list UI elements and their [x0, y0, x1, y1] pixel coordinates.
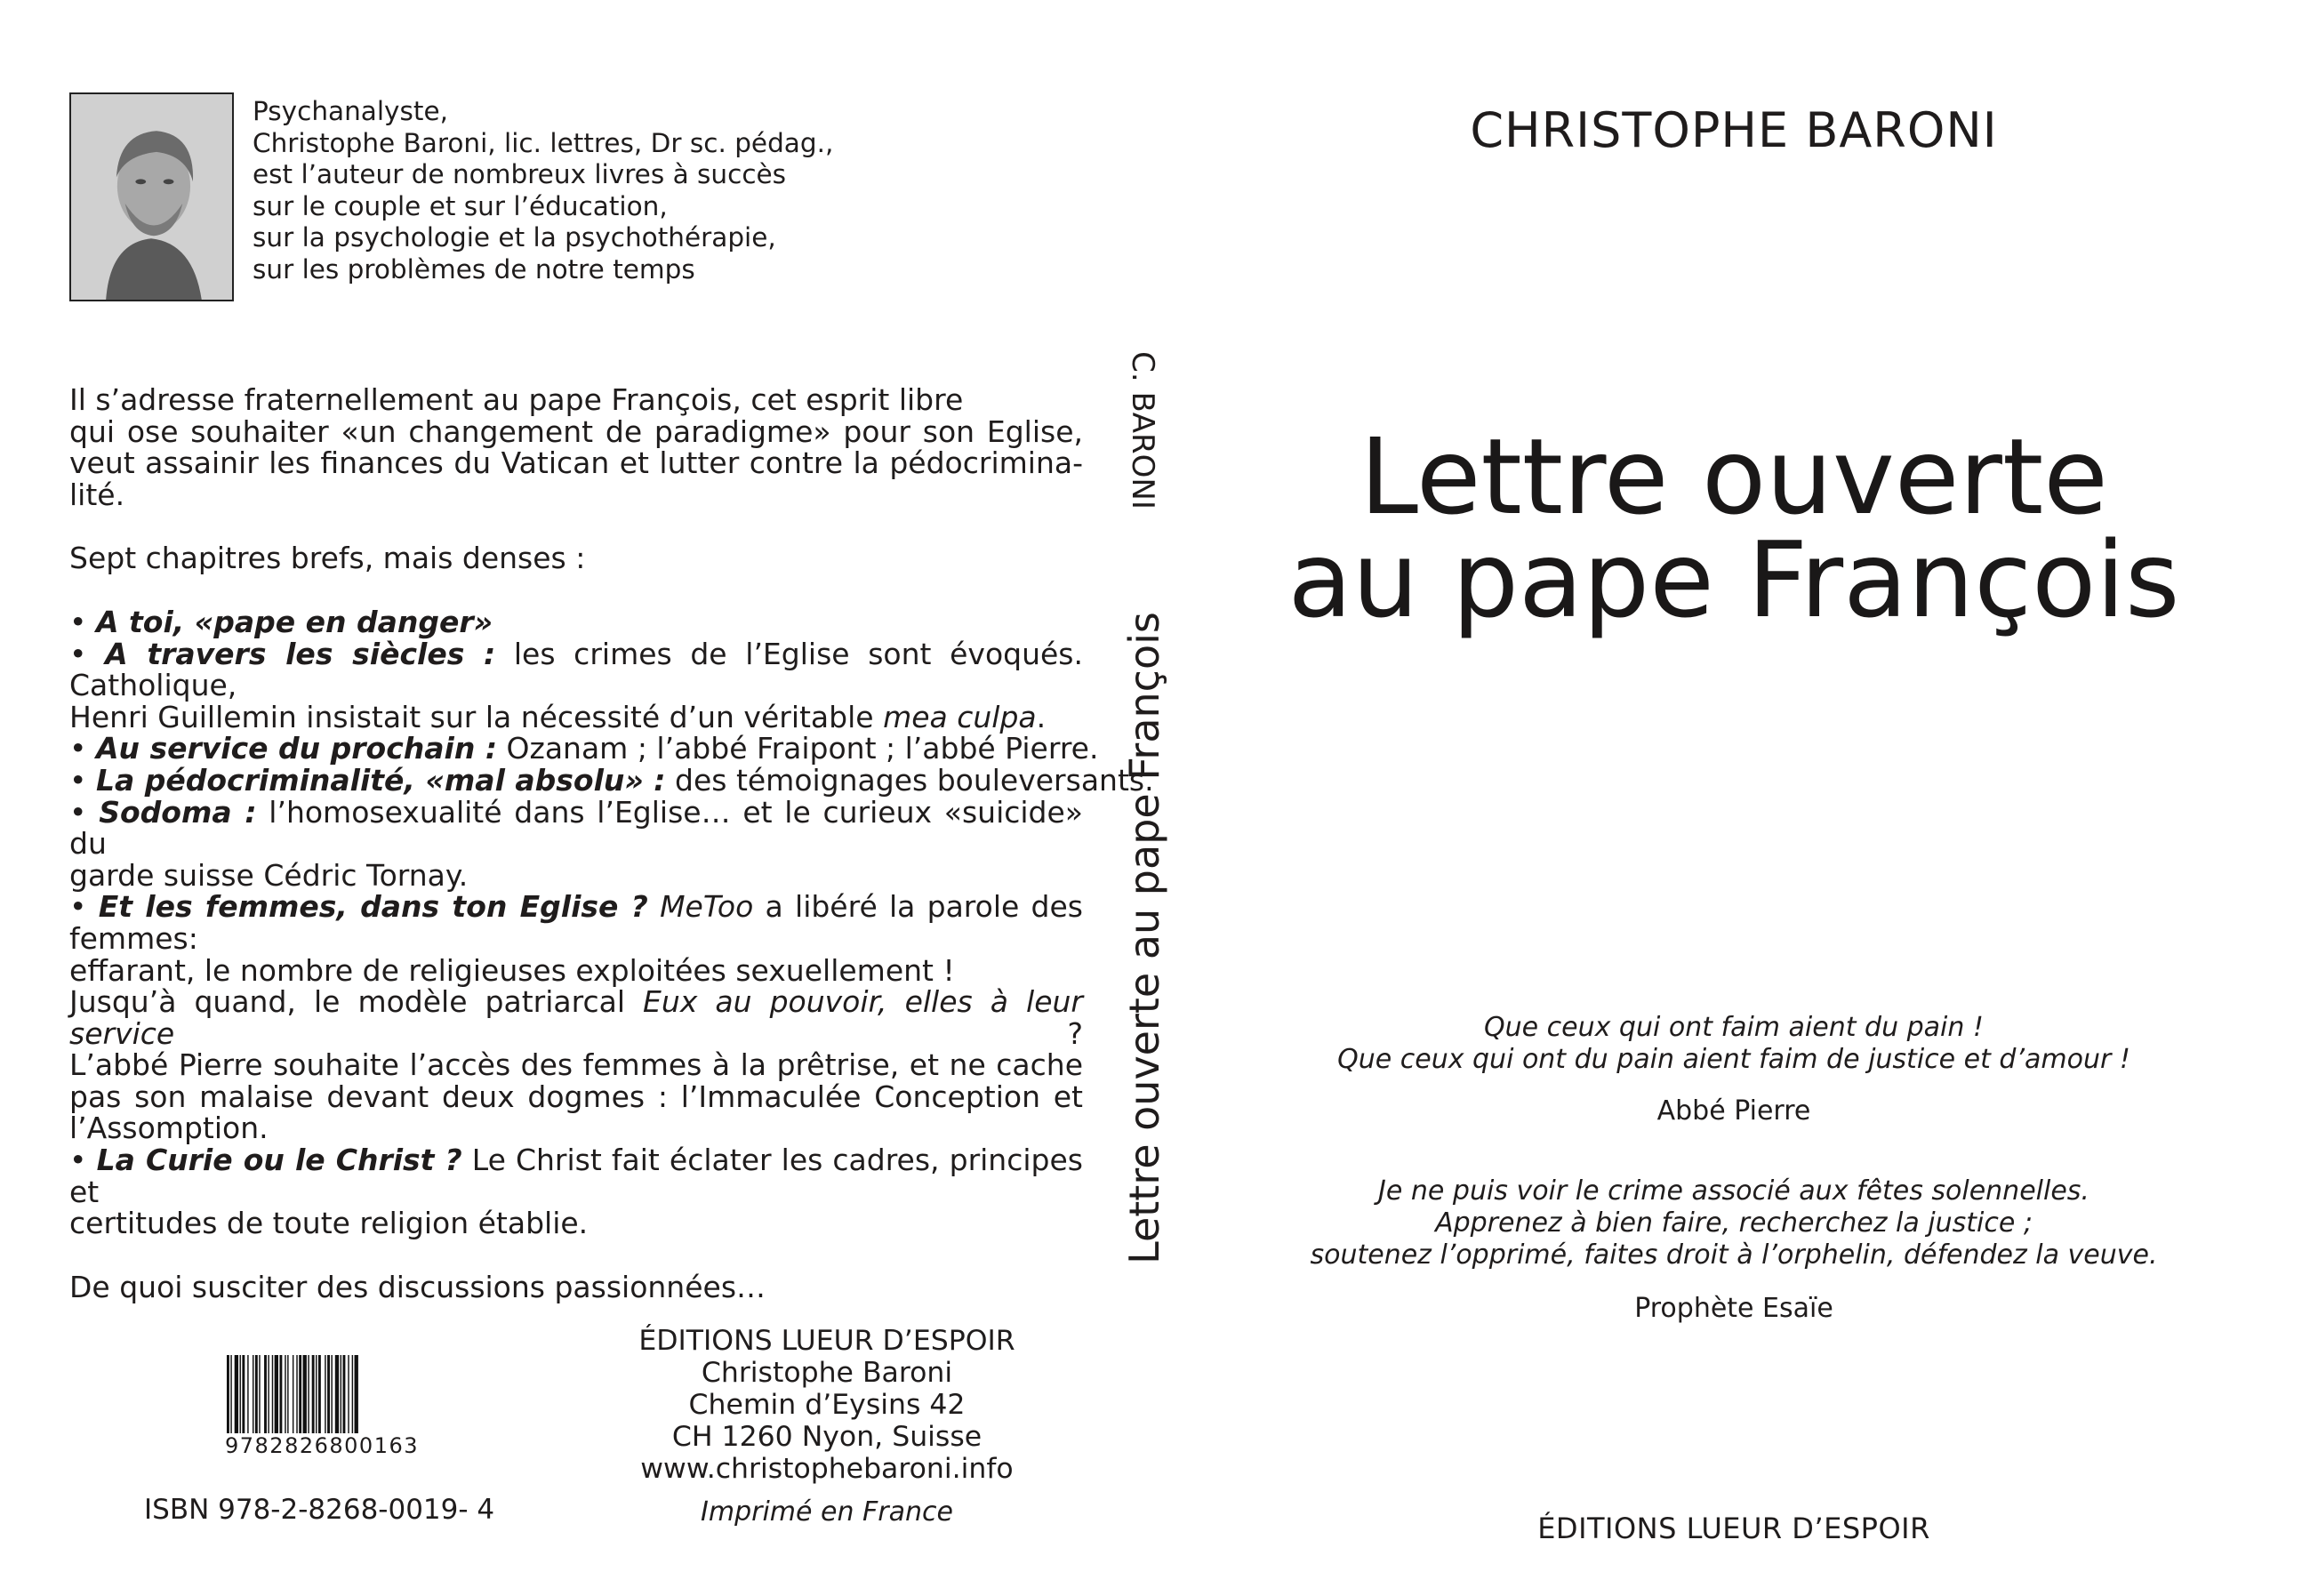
chapter-title: La Curie ou le Christ ?: [96, 1143, 462, 1178]
publisher-address: [622, 1325, 1031, 1485]
epigraph-attribution: Abbé Pierre: [1656, 1095, 1811, 1127]
bullet: •: [69, 604, 87, 639]
isbn: ISBN 978-2-8268-0019- 4: [144, 1494, 495, 1526]
quote-line: soutenez l’opprimé, faites droit à l’orphelin, défendez la veuve.: [1310, 1239, 2158, 1271]
chapter-text: des témoignages bouleversants.: [665, 762, 1154, 798]
bullet: •: [69, 731, 87, 766]
chapter-item: [69, 794, 1083, 862]
chapter-emphasis: Eux au pouvoir, elles à leur service: [69, 984, 1083, 1051]
chapter-line: effarant, le nombre de religieuses exploitées sexuellement !: [69, 952, 955, 988]
chapter-item: [69, 606, 1083, 638]
author-photo: [69, 92, 234, 301]
chapter-text: Ozanam ; l’abbé Fraipont ; l’abbé Pierre.: [497, 731, 1099, 766]
chapter-title: Au service du prochain :: [95, 731, 498, 766]
chapter-title: La pédocriminalité, «mal absolu» :: [95, 762, 666, 798]
intro-line: veut assainir les finances du Vatican et lutter contre la pédocrimina-: [69, 445, 1083, 481]
publisher-street: Chemin d’Eysins 42: [688, 1389, 966, 1421]
chapter-title: Sodoma :: [99, 794, 257, 830]
quote-line: Que ceux qui ont faim aient du pain !: [1484, 1012, 1984, 1043]
chapter-text: ?: [174, 1015, 1083, 1051]
chapter-line: L’abbé Pierre souhaite l’accès des femmes à la prêtrise, et ne cache: [69, 1047, 1083, 1083]
closing-line: De quoi susciter des discussions passionnées…: [69, 1269, 766, 1304]
chapter-item: [69, 638, 1083, 702]
front-publisher: ÉDITIONS LUEUR D’ESPOIR: [1537, 1512, 1930, 1545]
chapter-text: .: [1036, 699, 1047, 734]
spine-title: Lettre ouverte au pape François: [1120, 612, 1168, 1264]
spine-author: C. BARONI: [1125, 351, 1160, 509]
bio-line: sur les problèmes de notre temps: [253, 253, 695, 285]
chapter-line: [69, 699, 1083, 734]
bio-line: sur la psychologie et la psychothérapie,: [253, 222, 776, 253]
title-line: Lettre ouverte: [1360, 415, 2108, 538]
chapter-line: garde suisse Cédric Tornay.: [69, 857, 469, 893]
bio-line: Psychanalyste,: [253, 96, 448, 126]
chapter-title: A travers les siècles :: [105, 636, 496, 671]
chapter-text: les crimes de l’Eglise sont évoqués. Catholique,: [69, 636, 1083, 703]
bullet: •: [69, 794, 87, 830]
chapter-item: [69, 891, 1083, 954]
chapter-line: certitudes de toute religion établie.: [69, 1206, 589, 1241]
bio-line: sur le couple et sur l’éducation,: [253, 190, 668, 221]
chapter-item: [69, 762, 1154, 798]
epigraph-attribution: Prophète Esaïe: [1634, 1293, 1833, 1324]
quote-line: Je ne puis voir le crime associé aux fêtes solennelles.: [1378, 1175, 2089, 1207]
chapter-emphasis: mea culpa: [883, 699, 1037, 734]
bio-line: Christophe Baroni, lic. lettres, Dr sc. pédag.,: [253, 127, 834, 158]
epigraph-quote: [1280, 1175, 2187, 1271]
barcode-digits: 9782826800163: [225, 1433, 420, 1458]
publisher-city: CH 1260 Nyon, Suisse: [671, 1421, 983, 1453]
chapter-text: Henri Guillemin insistait sur la nécessité d’un véritable: [69, 699, 884, 734]
bullet: •: [69, 1143, 87, 1178]
chapter-item: [69, 1144, 1083, 1207]
chapter-emphasis: MeToo: [647, 889, 754, 925]
chapter-item: [69, 731, 1099, 766]
publisher-website: www.christophebaroni.info: [640, 1453, 1014, 1485]
printed-in: Imprimé en France: [701, 1496, 953, 1528]
front-author: CHRISTOPHE BARONI: [1470, 102, 1998, 158]
intro-line: qui ose souhaiter «un changement de paradigme» pour son Eglise,: [69, 413, 1083, 449]
intro-line: Il s’adresse fraternellement au pape François, cet esprit libre: [69, 382, 964, 417]
chapters-intro: Sept chapitres brefs, mais denses :: [69, 541, 586, 576]
bullet: •: [69, 636, 87, 671]
bullet: •: [69, 762, 87, 798]
chapter-title: Et les femmes, dans ton Eglise ?: [98, 889, 648, 925]
bullet: •: [69, 889, 87, 925]
bio-line: est l’auteur de nombreux livres à succès: [253, 159, 787, 189]
quote-line: Apprenez à bien faire, recherchez la justice ;: [1435, 1207, 2033, 1239]
chapter-line: l’Assomption.: [69, 1111, 269, 1146]
chapter-title: A toi, «pape en danger»: [95, 604, 493, 639]
chapter-text: Le Christ fait éclater les cadres, principes et: [69, 1143, 1083, 1209]
publisher-name: ÉDITIONS LUEUR D’ESPOIR: [638, 1325, 1015, 1357]
chapter-text: a libéré la parole des femmes:: [69, 889, 1083, 956]
chapter-line: [69, 986, 1083, 1049]
publisher-contact: Christophe Baroni: [701, 1357, 953, 1389]
chapter-line: pas son malaise devant deux dogmes : l’Immaculée Conception et: [69, 1079, 1083, 1114]
epigraph-quote: [1280, 1012, 2187, 1076]
quote-line: Que ceux qui ont du pain aient faim de justice et d’amour !: [1337, 1044, 2130, 1075]
chapter-text: l’homosexualité dans l’Eglise… et le curieux «suicide» du: [69, 794, 1083, 862]
author-bio: [253, 96, 875, 285]
chapter-text: Jusqu’à quand, le modèle patriarcal: [69, 984, 644, 1020]
title-line: au pape François: [1287, 518, 2180, 641]
intro-line: lité.: [69, 477, 125, 512]
book-title: [1245, 415, 2223, 641]
